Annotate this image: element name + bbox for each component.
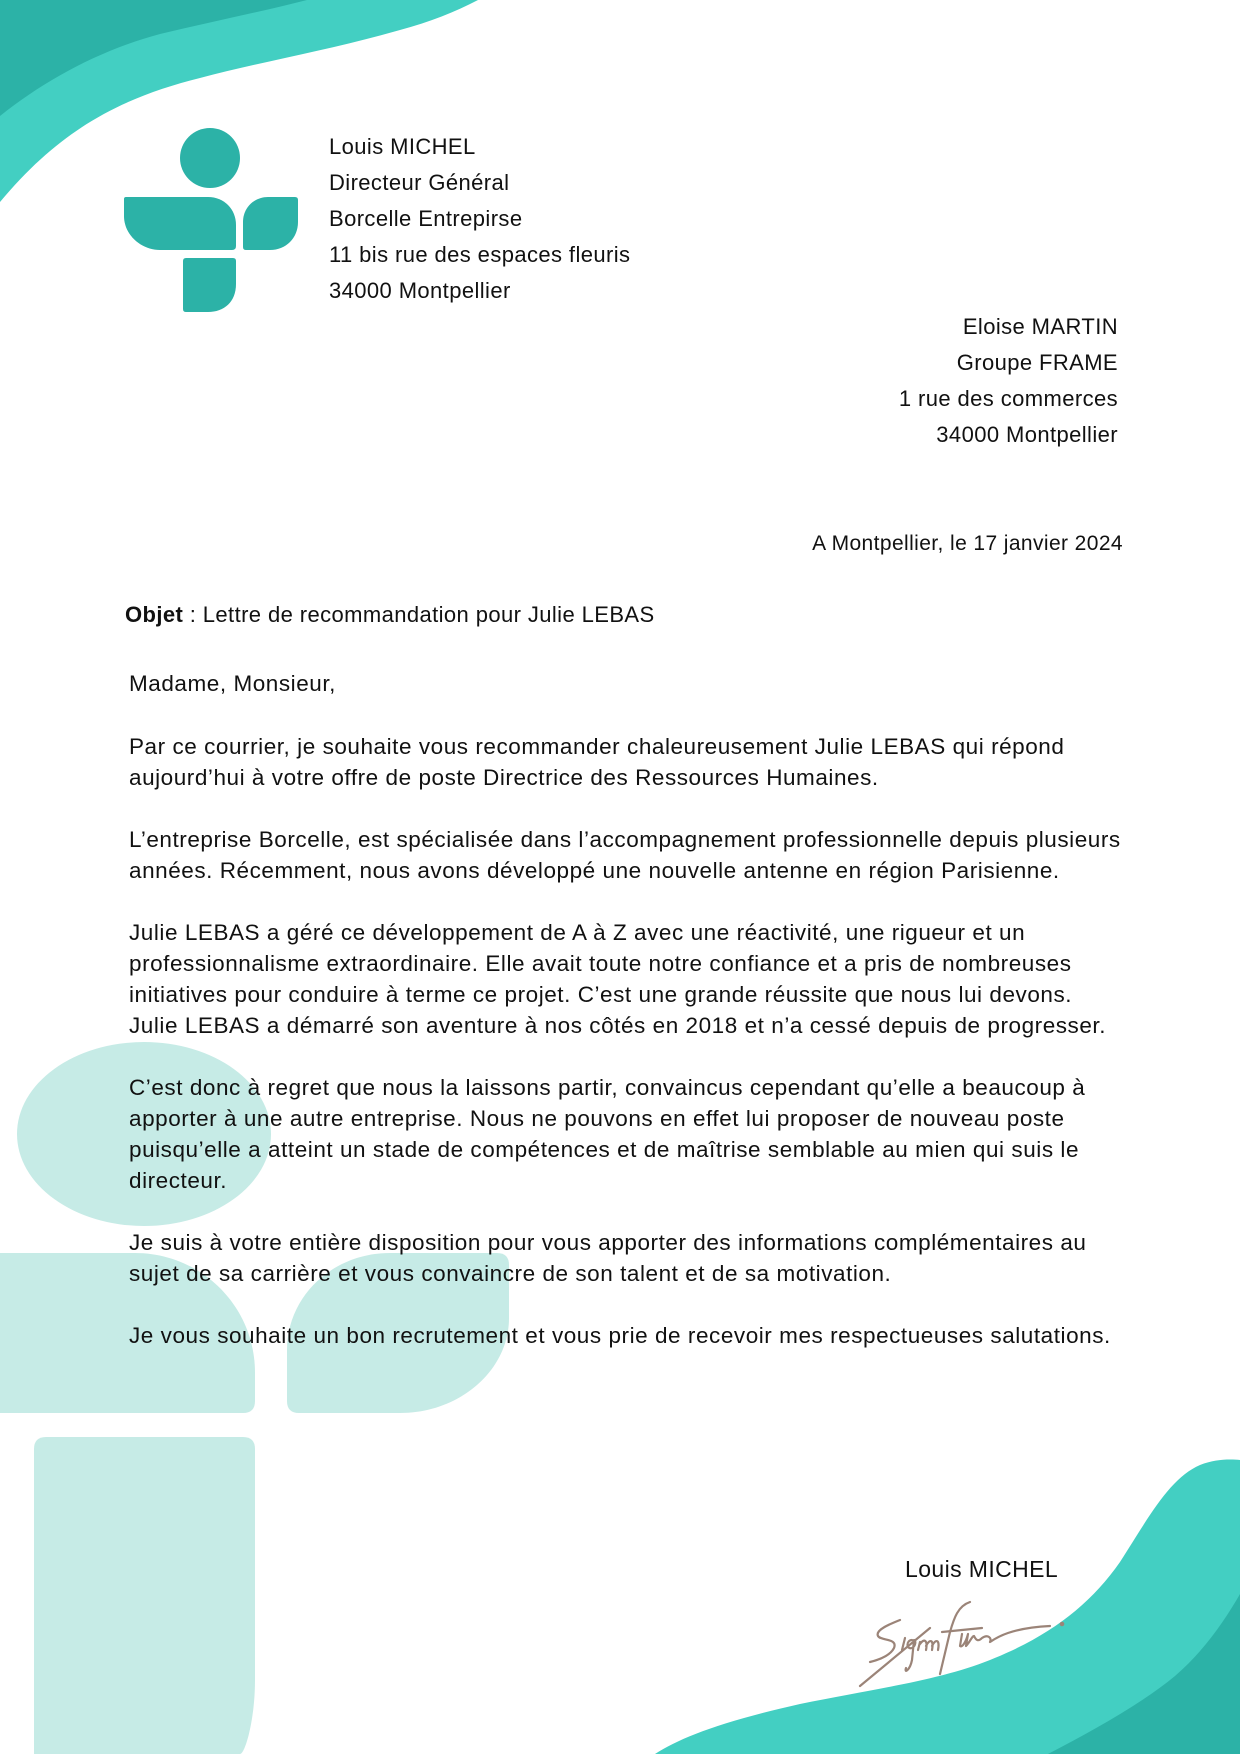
logo-head (180, 128, 240, 188)
sender-address: 11 bis rue des espaces fleuris (329, 242, 631, 267)
paragraph-company: L’entreprise Borcelle, est spécialisée dans l’accompagnement professionnelle depuis plusieurs années. Récemment, nous avons développé une nouvelle antenne en région Parisienne. (129, 827, 1121, 883)
sender-company: Borcelle Entrepirse (329, 206, 523, 231)
date-line: A Montpellier, le 17 janvier 2024 (812, 532, 1123, 555)
object-line (125, 600, 655, 630)
paragraph-intro: Par ce courrier, je souhaite vous recommander chaleureusement Julie LEBAS qui répond aujourd’hui à votre offre de poste Directrice des Ressources Humaines. (129, 734, 1065, 790)
bg-bottom-block-shape (34, 1437, 255, 1754)
sender-title: Directeur Général (329, 170, 510, 195)
paragraph-availability: Je suis à votre entière disposition pour vous apporter des informations complémentaires au sujet de sa carrière et vous convaincre de son talent et de sa motivation. (129, 1230, 1087, 1286)
recipient-city: 34000 Montpellier (936, 422, 1118, 447)
logo-bottom-block (183, 258, 236, 312)
letter-body (129, 668, 1129, 1351)
sender-city: 34000 Montpellier (329, 278, 511, 303)
logo-left-arm (124, 197, 236, 250)
greeting: Madame, Monsieur, (129, 671, 336, 696)
paragraph-tenure: Julie LEBAS a démarré son aventure à nos côtés en 2018 et n’a cessé depuis de progresser. (129, 1013, 1107, 1038)
recipient-address: 1 rue des commerces (898, 386, 1118, 411)
object-text: Lettre de recommandation pour Julie LEBAS (202, 602, 655, 627)
object-separator: : (183, 602, 203, 627)
logo-right-leaf (243, 197, 298, 250)
sender-name: Louis MICHEL (329, 134, 476, 159)
paragraph-achievements: Julie LEBAS a géré ce développement de A à Z avec une réactivité, une rigueur et un professionnalisme extraordinaire. Elle avait toute notre confiance et a pris de nombreuses initiatives pour conduire à terme ce projet. C’est une grande réussite que nous lui devons. (129, 920, 1073, 1007)
paragraph-departure: C’est donc à regret que nous la laissons partir, convaincus cependant qu’elle a beaucoup à apporter à une autre entreprise. Nous ne pouvons en effet lui proposer de nouveau poste puisqu’elle a atteint un stade de compétences et de maîtrise semblable au mien qui suis le directeur. (129, 1075, 1086, 1193)
paragraph-salutation: Je vous souhaite un bon recrutement et vous prie de recevoir mes respectueuses salutations. (129, 1323, 1111, 1348)
object-label: Objet (125, 602, 184, 627)
recipient-name: Eloise MARTIN (962, 314, 1118, 339)
closing-name: Louis MICHEL (905, 1556, 1059, 1582)
company-logo-icon (120, 122, 302, 318)
recipient-company: Groupe FRAME (956, 350, 1118, 375)
signature-icon (850, 1598, 1070, 1690)
sender-block (329, 129, 630, 309)
recipient-block (899, 309, 1118, 453)
